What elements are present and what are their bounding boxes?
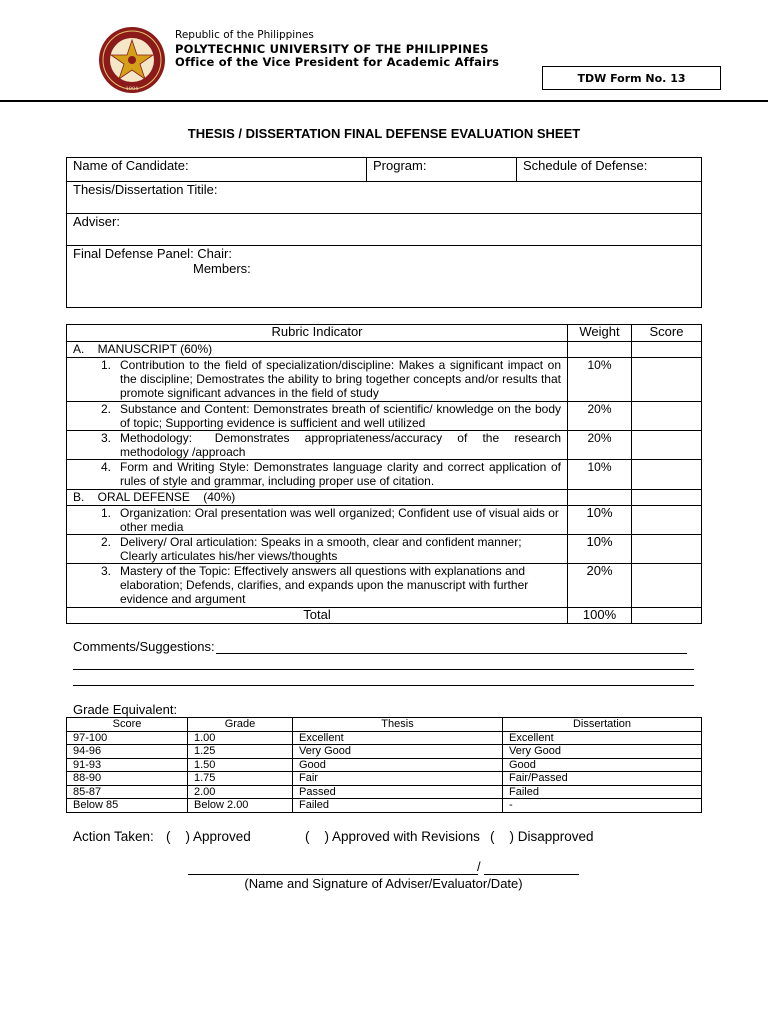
grade-cell: Fair	[293, 772, 503, 786]
university-name: POLYTECHNIC UNIVERSITY OF THE PHILIPPINES	[175, 42, 489, 56]
schedule-of-defense-field[interactable]: Schedule of Defense:	[517, 158, 702, 182]
comments-label: Comments/Suggestions:	[73, 639, 215, 654]
score-header: Score	[632, 325, 702, 342]
rubric-table	[66, 324, 702, 624]
approved-with-revisions-checkbox[interactable]: ( ) Approved with Revisions	[305, 829, 480, 844]
grade-cell: Good	[503, 758, 702, 772]
university-seal-icon	[98, 26, 166, 94]
grade-equivalent-label: Grade Equivalent:	[73, 702, 178, 717]
weight-header: Weight	[568, 325, 632, 342]
grade-cell: 88-90	[67, 772, 188, 786]
grade-cell: Below 85	[67, 799, 188, 813]
total-label: Total	[67, 608, 568, 624]
score-cell[interactable]	[632, 342, 702, 358]
signature-slash: /	[477, 859, 481, 874]
republic-text: Republic of the Philippines	[175, 29, 314, 41]
grade-cell: 97-100	[67, 731, 188, 745]
adviser-field[interactable]: Adviser:	[67, 214, 702, 246]
rubric-item: 4. Form and Writing Style: Demonstrates language clarity and correct application of rules of style and grammar, including proper use of citation.	[67, 460, 568, 490]
score-cell[interactable]	[632, 431, 702, 460]
approved-checkbox[interactable]: ( ) Approved	[166, 829, 251, 844]
panel-chair-label: Final Defense Panel: Chair:	[73, 246, 232, 261]
form-number: TDW Form No. 13	[542, 66, 721, 90]
rubric-indicator-header: Rubric Indicator	[67, 325, 568, 342]
weight-cell: 20%	[568, 431, 632, 460]
grade-header-thesis: Thesis	[293, 718, 503, 732]
grade-cell: 1.00	[188, 731, 293, 745]
thesis-title-field[interactable]: Thesis/Dissertation Titile:	[67, 182, 702, 214]
weight-cell	[568, 342, 632, 358]
section-manuscript: A. MANUSCRIPT (60%)	[67, 342, 568, 358]
rubric-item: 3. Mastery of the Topic: Effectively answers all questions with explanations and elaboration; Defends, clarifies, and expands upon the manuscript with further evidence and argument	[67, 564, 568, 608]
grade-header-score: Score	[67, 718, 188, 732]
section-oral-defense: B. ORAL DEFENSE (40%)	[67, 490, 568, 506]
grade-cell: Passed	[293, 785, 503, 799]
grade-cell: Below 2.00	[188, 799, 293, 813]
grade-cell: Excellent	[293, 731, 503, 745]
score-cell[interactable]	[632, 490, 702, 506]
total-weight: 100%	[568, 608, 632, 624]
table-row	[67, 758, 702, 772]
weight-cell	[568, 490, 632, 506]
grade-cell: Very Good	[503, 745, 702, 759]
header-divider	[0, 100, 768, 102]
score-cell[interactable]	[632, 402, 702, 431]
disapproved-checkbox[interactable]: ( ) Disapproved	[490, 829, 594, 844]
grade-header-dissertation: Dissertation	[503, 718, 702, 732]
weight-cell: 10%	[568, 358, 632, 402]
candidate-info-table	[66, 157, 702, 308]
rubric-item: 1. Organization: Oral presentation was well organized; Confident use of visual aids or other media	[67, 506, 568, 535]
total-score-cell[interactable]	[632, 608, 702, 624]
comments-line-1[interactable]	[216, 653, 687, 654]
grade-cell: 85-87	[67, 785, 188, 799]
final-defense-panel-field[interactable]	[67, 246, 702, 308]
score-cell[interactable]	[632, 564, 702, 608]
weight-cell: 10%	[568, 535, 632, 564]
seal-year: 1904	[125, 86, 139, 92]
rubric-item: 2. Substance and Content: Demonstrates breath of scientific/ knowledge on the body of topic; Supporting evidence is sufficient and well utilized	[67, 402, 568, 431]
signature-line[interactable]	[188, 874, 478, 875]
signature-caption: (Name and Signature of Adviser/Evaluator/Date)	[244, 876, 523, 891]
grade-header-grade: Grade	[188, 718, 293, 732]
action-taken-label: Action Taken:	[73, 829, 154, 844]
grade-equivalent-table	[66, 717, 702, 813]
grade-cell: Failed	[503, 785, 702, 799]
weight-cell: 20%	[568, 402, 632, 431]
grade-cell: 1.50	[188, 758, 293, 772]
table-row	[67, 799, 702, 813]
rubric-item: 1. Contribution to the field of specialization/discipline: Makes a significant impact on the discipline; Demostrates the ability to bring together concepts and/or results that promote significant advances in the field of study	[67, 358, 568, 402]
rubric-item: 2. Delivery/ Oral articulation: Speaks in a smooth, clear and confident manner; Clearly articulates his/her views/thoughts	[67, 535, 568, 564]
table-row	[67, 745, 702, 759]
score-cell[interactable]	[632, 506, 702, 535]
grade-cell: 91-93	[67, 758, 188, 772]
grade-cell: Failed	[293, 799, 503, 813]
name-of-candidate-field[interactable]: Name of Candidate:	[67, 158, 367, 182]
weight-cell: 10%	[568, 506, 632, 535]
weight-cell: 10%	[568, 460, 632, 490]
table-row	[67, 785, 702, 799]
comments-line-2[interactable]	[73, 669, 694, 670]
grade-cell: 1.25	[188, 745, 293, 759]
score-cell[interactable]	[632, 535, 702, 564]
score-cell[interactable]	[632, 460, 702, 490]
grade-cell: 1.75	[188, 772, 293, 786]
grade-cell: Very Good	[293, 745, 503, 759]
grade-cell: 2.00	[188, 785, 293, 799]
grade-cell: 94-96	[67, 745, 188, 759]
date-line[interactable]	[484, 874, 579, 875]
score-cell[interactable]	[632, 358, 702, 402]
grade-cell: Fair/Passed	[503, 772, 702, 786]
table-row	[67, 772, 702, 786]
office-name: Office of the Vice President for Academic Affairs	[175, 55, 500, 69]
weight-cell: 20%	[568, 564, 632, 608]
grade-cell: -	[503, 799, 702, 813]
rubric-item: 3. Methodology: Demonstrates appropriateness/accuracy of the research methodology /approach	[67, 431, 568, 460]
table-row	[67, 731, 702, 745]
panel-members-label: Members:	[193, 261, 251, 276]
comments-line-3[interactable]	[73, 685, 694, 686]
page-title: THESIS / DISSERTATION FINAL DEFENSE EVALUATION SHEET	[187, 126, 581, 141]
grade-cell: Excellent	[503, 731, 702, 745]
grade-cell: Good	[293, 758, 503, 772]
program-field[interactable]: Program:	[367, 158, 517, 182]
